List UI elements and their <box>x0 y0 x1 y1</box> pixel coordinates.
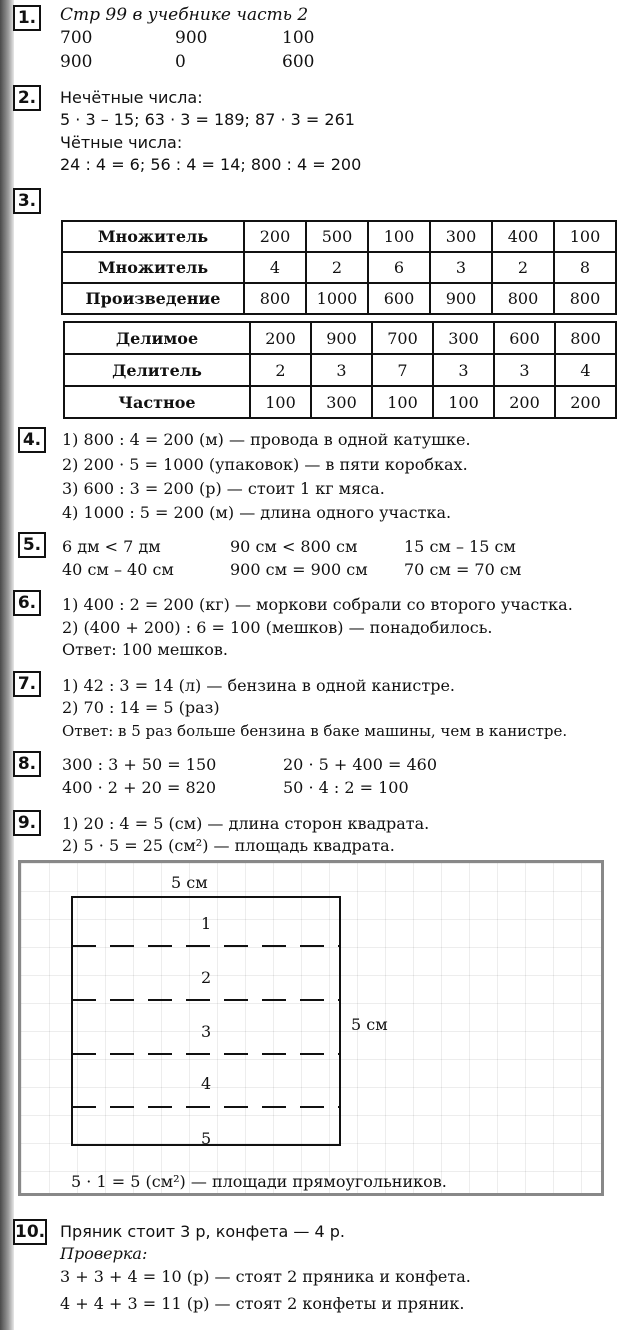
task-4-line: 2) 200 · 5 = 1000 (упаковок) — в пяти коробках. <box>62 455 468 474</box>
table-cell: 500 <box>306 221 368 252</box>
table-cell: 3 <box>433 354 494 386</box>
task-1-value: 0 <box>175 52 186 72</box>
task-1-value: 900 <box>60 52 93 72</box>
row-label: Делимое <box>64 322 250 354</box>
table-cell: 7 <box>372 354 433 386</box>
table-row <box>64 386 616 418</box>
rectangle-number: 4 <box>201 1074 212 1093</box>
rectangle-number: 5 <box>201 1129 212 1148</box>
table-cell: 200 <box>244 221 306 252</box>
task-7-number: 7. <box>13 671 41 697</box>
task-6-answer: Ответ: 100 мешков. <box>62 640 228 659</box>
task-3-number: 3. <box>13 188 41 214</box>
task-5-number: 5. <box>18 532 46 558</box>
table-cell: 2 <box>492 252 554 283</box>
task-2-number: 2. <box>13 85 41 111</box>
row-label: Делитель <box>64 354 250 386</box>
table-row <box>62 283 616 314</box>
task-4-line: 1) 800 : 4 = 200 (м) — провода в одной катушке. <box>62 430 471 449</box>
expression: 300 : 3 + 50 = 150 <box>62 755 217 774</box>
table-cell: 300 <box>311 386 372 418</box>
row-label: Частное <box>64 386 250 418</box>
table-cell: 3 <box>311 354 372 386</box>
right-side-label: 5 см <box>351 1015 388 1034</box>
task-7-line: 2) 70 : 14 = 5 (раз) <box>62 698 220 717</box>
square-figure <box>18 860 604 1196</box>
division-table <box>63 321 617 419</box>
table-cell: 700 <box>372 322 433 354</box>
figure-caption: 5 · 1 = 5 (см²) — площади прямоугольников. <box>71 1172 447 1191</box>
table-cell: 8 <box>554 252 616 283</box>
expression: 50 · 4 : 2 = 100 <box>283 778 409 797</box>
task-1-number: 1. <box>13 5 41 31</box>
check-line: 4 + 4 + 3 = 11 (р) — стоят 2 конфеты и пряник. <box>60 1294 465 1313</box>
task-4-line: 3) 600 : 3 = 200 (р) — стоит 1 кг мяса. <box>62 479 385 498</box>
table-row <box>64 354 616 386</box>
odd-numbers-label: Нечётные числа: <box>60 88 203 107</box>
table-cell: 100 <box>368 221 430 252</box>
comparison: 15 см – 15 см <box>404 537 516 556</box>
task-1-value: 100 <box>282 28 315 48</box>
table-row <box>62 221 616 252</box>
task-8-number: 8. <box>13 751 41 777</box>
task-6-line: 2) (400 + 200) : 6 = 100 (мешков) — понадобилось. <box>62 618 493 637</box>
task-1-value: 600 <box>282 52 315 72</box>
table-cell: 300 <box>430 221 492 252</box>
task-4-line: 4) 1000 : 5 = 200 (м) — длина одного участка. <box>62 503 452 522</box>
odd-numbers-equations: 5 · 3 – 15; 63 · 3 = 189; 87 · 3 = 261 <box>60 110 355 129</box>
task-1-value: 900 <box>175 28 208 48</box>
task-9-line: 1) 20 : 4 = 5 (см) — длина сторон квадрата. <box>62 814 430 833</box>
task-6-line: 1) 400 : 2 = 200 (кг) — моркови собрали со второго участка. <box>62 595 573 614</box>
rectangle-number: 2 <box>201 968 212 987</box>
table-cell: 300 <box>433 322 494 354</box>
task-4-number: 4. <box>18 427 46 453</box>
even-numbers-label: Чётные числа: <box>60 133 183 152</box>
task-6-number: 6. <box>13 590 41 616</box>
expression: 20 · 5 + 400 = 460 <box>283 755 438 774</box>
table-cell: 800 <box>554 283 616 314</box>
table-cell: 400 <box>492 221 554 252</box>
table-cell: 200 <box>494 386 555 418</box>
comparison: 90 см < 800 см <box>230 537 358 556</box>
table-row <box>62 252 616 283</box>
task-9-number: 9. <box>13 810 41 836</box>
table-cell: 900 <box>311 322 372 354</box>
table-cell: 100 <box>250 386 311 418</box>
comparison: 6 дм < 7 дм <box>62 537 161 556</box>
row-label: Множитель <box>62 252 244 283</box>
table-cell: 900 <box>430 283 492 314</box>
comparison: 70 см = 70 см <box>404 560 522 579</box>
task-9-line: 2) 5 · 5 = 25 (см²) — площадь квадрата. <box>62 836 395 855</box>
table-cell: 3 <box>494 354 555 386</box>
table-cell: 100 <box>433 386 494 418</box>
table-row <box>64 322 616 354</box>
rectangle-number: 3 <box>201 1022 212 1041</box>
table-cell: 4 <box>244 252 306 283</box>
table-cell: 4 <box>555 354 616 386</box>
check-line: 3 + 3 + 4 = 10 (р) — стоят 2 пряника и конфета. <box>60 1267 471 1286</box>
task-1-value: 700 <box>60 28 93 48</box>
expression: 400 · 2 + 20 = 820 <box>62 778 217 797</box>
book-binding-edge <box>0 0 14 1330</box>
table-cell: 6 <box>368 252 430 283</box>
table-cell: 2 <box>306 252 368 283</box>
table-cell: 2 <box>250 354 311 386</box>
task-1-title: Стр 99 в учебнике часть 2 <box>60 5 309 25</box>
comparison: 900 см = 900 см <box>230 560 368 579</box>
task-7-line: 1) 42 : 3 = 14 (л) — бензина в одной канистре. <box>62 676 455 695</box>
table-cell: 1000 <box>306 283 368 314</box>
table-cell: 600 <box>368 283 430 314</box>
task-10-number: 10. <box>13 1219 47 1245</box>
table-cell: 100 <box>372 386 433 418</box>
comparison: 40 см – 40 см <box>62 560 174 579</box>
square-drawing <box>21 863 601 1193</box>
table-cell: 3 <box>430 252 492 283</box>
top-side-label: 5 см <box>171 873 208 892</box>
row-label: Произведение <box>62 283 244 314</box>
multiplication-table <box>61 220 617 315</box>
task-7-answer: Ответ: в 5 раз больше бензина в баке машины, чем в канистре. <box>62 722 568 740</box>
rectangle-number: 1 <box>201 914 212 933</box>
check-label: Проверка: <box>60 1244 148 1263</box>
table-cell: 800 <box>244 283 306 314</box>
table-cell: 800 <box>492 283 554 314</box>
table-cell: 800 <box>555 322 616 354</box>
even-numbers-equations: 24 : 4 = 6; 56 : 4 = 14; 800 : 4 = 200 <box>60 155 362 174</box>
table-cell: 100 <box>554 221 616 252</box>
row-label: Множитель <box>62 221 244 252</box>
table-cell: 600 <box>494 322 555 354</box>
table-cell: 200 <box>555 386 616 418</box>
task-10-statement: Пряник стоит 3 р, конфета — 4 р. <box>60 1222 345 1241</box>
table-cell: 200 <box>250 322 311 354</box>
